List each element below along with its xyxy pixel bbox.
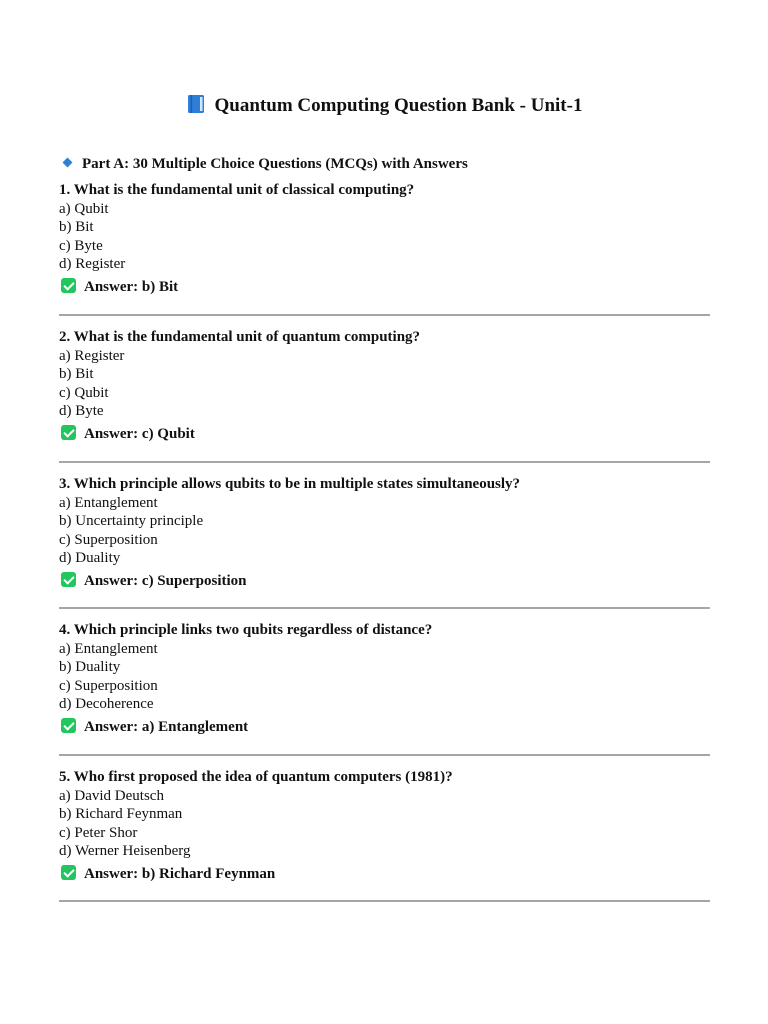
question-text: 2. What is the fundamental unit of quantum computing?: [59, 329, 421, 345]
part-heading-text: Part A: 30 Multiple Choice Questions (MCQs) with Answers: [82, 156, 468, 172]
option-a: a) Qubit: [59, 200, 109, 217]
divider: [59, 900, 710, 902]
answer-text: Answer: c) Superposition: [84, 572, 247, 589]
option-d: d) Werner Heisenberg: [59, 843, 191, 859]
question-text: 3. Which principle allows qubits to be in multiple states simultaneously?: [59, 476, 521, 492]
question-text: 5. Who first proposed the idea of quantum computers (1981)?: [59, 769, 453, 785]
option-a: a) Entanglement: [59, 640, 158, 657]
option-a: a) Entanglement: [59, 494, 158, 511]
check-icon: [61, 865, 76, 880]
divider: [59, 754, 710, 756]
option-b: b) Duality: [59, 659, 121, 675]
answer-text: Answer: b) Bit: [84, 278, 179, 295]
option-d: d) Duality: [59, 550, 121, 566]
option-c: c) Superposition: [59, 677, 158, 694]
option-d: d) Decoherence: [59, 696, 154, 712]
option-c: c) Qubit: [59, 384, 109, 401]
option-d: d) Byte: [59, 403, 104, 419]
part-heading: [64, 154, 468, 174]
option-a: a) Register: [59, 347, 125, 364]
question-block-4: [59, 621, 710, 737]
page-title-text: Quantum Computing Question Bank - Unit-1: [214, 95, 583, 116]
answer-text: Answer: b) Richard Feynman: [84, 865, 276, 882]
answer-line: [59, 277, 710, 297]
question-text: 1. What is the fundamental unit of classical computing?: [59, 182, 415, 198]
page-title: [0, 93, 768, 122]
option-c: c) Peter Shor: [59, 824, 138, 841]
question-block-3: [59, 475, 710, 591]
answer-line: [59, 717, 710, 737]
option-b: b) Richard Feynman: [59, 806, 183, 822]
option-b: b) Bit: [59, 366, 94, 382]
book-icon: [186, 94, 206, 122]
answer-line: [59, 424, 710, 444]
divider: [59, 461, 710, 463]
answer-line: [59, 864, 710, 884]
diamond-icon: [63, 158, 73, 168]
question-text: 4. Which principle links two qubits regardless of distance?: [59, 622, 433, 638]
question-block-2: [59, 328, 710, 444]
option-c: c) Byte: [59, 237, 103, 254]
option-c: c) Superposition: [59, 531, 158, 548]
answer-text: Answer: c) Qubit: [84, 425, 195, 442]
option-a: a) David Deutsch: [59, 787, 164, 804]
answer-line: [59, 571, 710, 591]
check-icon: [61, 718, 76, 733]
option-d: d) Register: [59, 256, 126, 272]
answer-text: Answer: a) Entanglement: [84, 718, 249, 735]
check-icon: [61, 425, 76, 440]
divider: [59, 607, 710, 609]
option-b: b) Uncertainty principle: [59, 513, 204, 529]
check-icon: [61, 278, 76, 293]
divider: [59, 314, 710, 316]
option-b: b) Bit: [59, 219, 94, 235]
check-icon: [61, 572, 76, 587]
question-block-1: [59, 181, 710, 297]
question-block-5: [59, 768, 710, 884]
